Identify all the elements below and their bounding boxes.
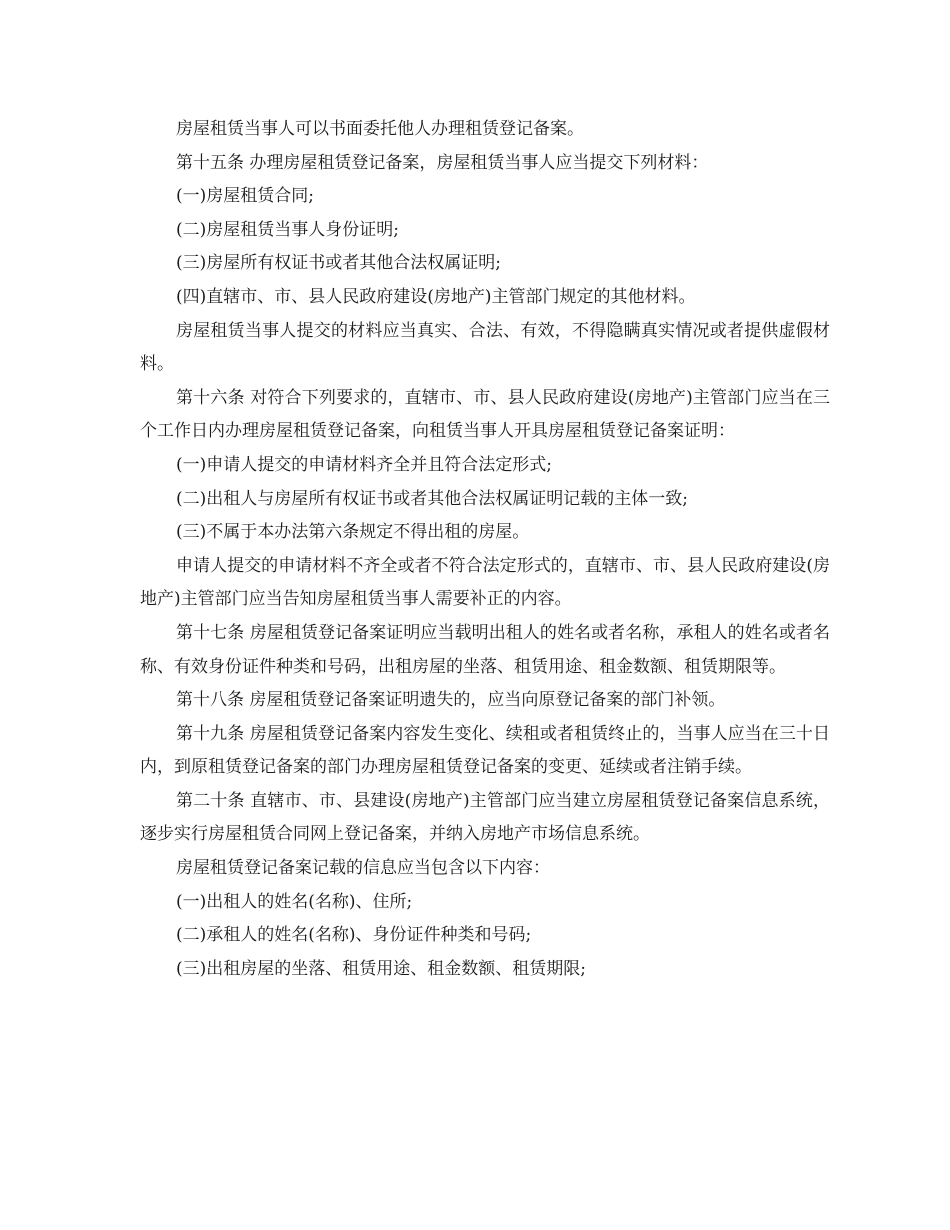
paragraph-3: (一)房屋租赁合同; (176, 186, 314, 207)
paragraph-article-15: 第十五条 办理房屋租赁登记备案，房屋租赁当事人应当提交下列材料： (176, 152, 709, 173)
paragraph-6: (四)直辖市、市、县人民政府建设(房地产)主管部门规定的其他材料。 (176, 286, 696, 307)
paragraph-article-20: 第二十条 直辖市、市、县建设(房地产)主管部门应当建立房屋租赁登记备案信息系统，逐步实行房屋租赁合同网上登记备案，并纳入房地产市场信息系统。 (140, 790, 830, 845)
paragraph-5: (三)房屋所有权证书或者其他合法权属证明; (176, 253, 501, 274)
paragraph-19: (二)承租人的姓名(名称)、身份证件种类和号码; (176, 925, 532, 946)
paragraph-17: 房屋租赁登记备案记载的信息应当包含以下内容： (176, 858, 550, 879)
paragraph-article-18: 第十八条 房屋租赁登记备案证明遗失的，应当向原登记备案的部门补领。 (176, 690, 726, 711)
paragraph-article-16: 第十六条 对符合下列要求的，直辖市、市、县人民政府建设(房地产)主管部门应当在三个工作日内办理房屋租赁登记备案，向租赁当事人开具房屋租赁登记备案证明： (140, 387, 830, 442)
paragraph-4: (二)房屋租赁当事人身份证明; (176, 219, 399, 240)
paragraph-7: 房屋租赁当事人提交的材料应当真实、合法、有效，不得隐瞒真实情况或者提供虚假材料。 (140, 320, 830, 375)
paragraph-article-17: 第十七条 房屋租赁登记备案证明应当载明出租人的姓名或者名称，承租人的姓名或者名称、有效身份证件种类和号码，出租房屋的坐落、租赁用途、租金数额、租赁期限等。 (140, 622, 830, 677)
paragraph-18: (一)出租人的姓名(名称)、住所; (176, 891, 413, 912)
paragraph-20: (三)出租房屋的坐落、租赁用途、租金数额、租赁期限; (176, 958, 586, 979)
paragraph-12: 申请人提交的申请材料不齐全或者不符合法定形式的，直辖市、市、县人民政府建设(房地产)主管部门应当告知房屋租赁当事人需要补正的内容。 (140, 555, 830, 610)
document-body (140, 113, 830, 986)
paragraph-1: 房屋租赁当事人可以书面委托他人办理租赁登记备案。 (176, 119, 584, 139)
paragraph-11: (三)不属于本办法第六条规定不得出租的房屋。 (176, 522, 530, 543)
paragraph-10: (二)出租人与房屋所有权证书或者其他合法权属证明记载的主体一致; (176, 488, 688, 509)
paragraph-article-19: 第十九条 房屋租赁登记备案内容发生变化、续租或者租赁终止的，当事人应当在三十日内，到原租赁登记备案的部门办理房屋租赁登记备案的变更、延续或者注销手续。 (140, 723, 830, 778)
paragraph-9: (一)申请人提交的申请材料齐全并且符合法定形式; (176, 454, 552, 475)
